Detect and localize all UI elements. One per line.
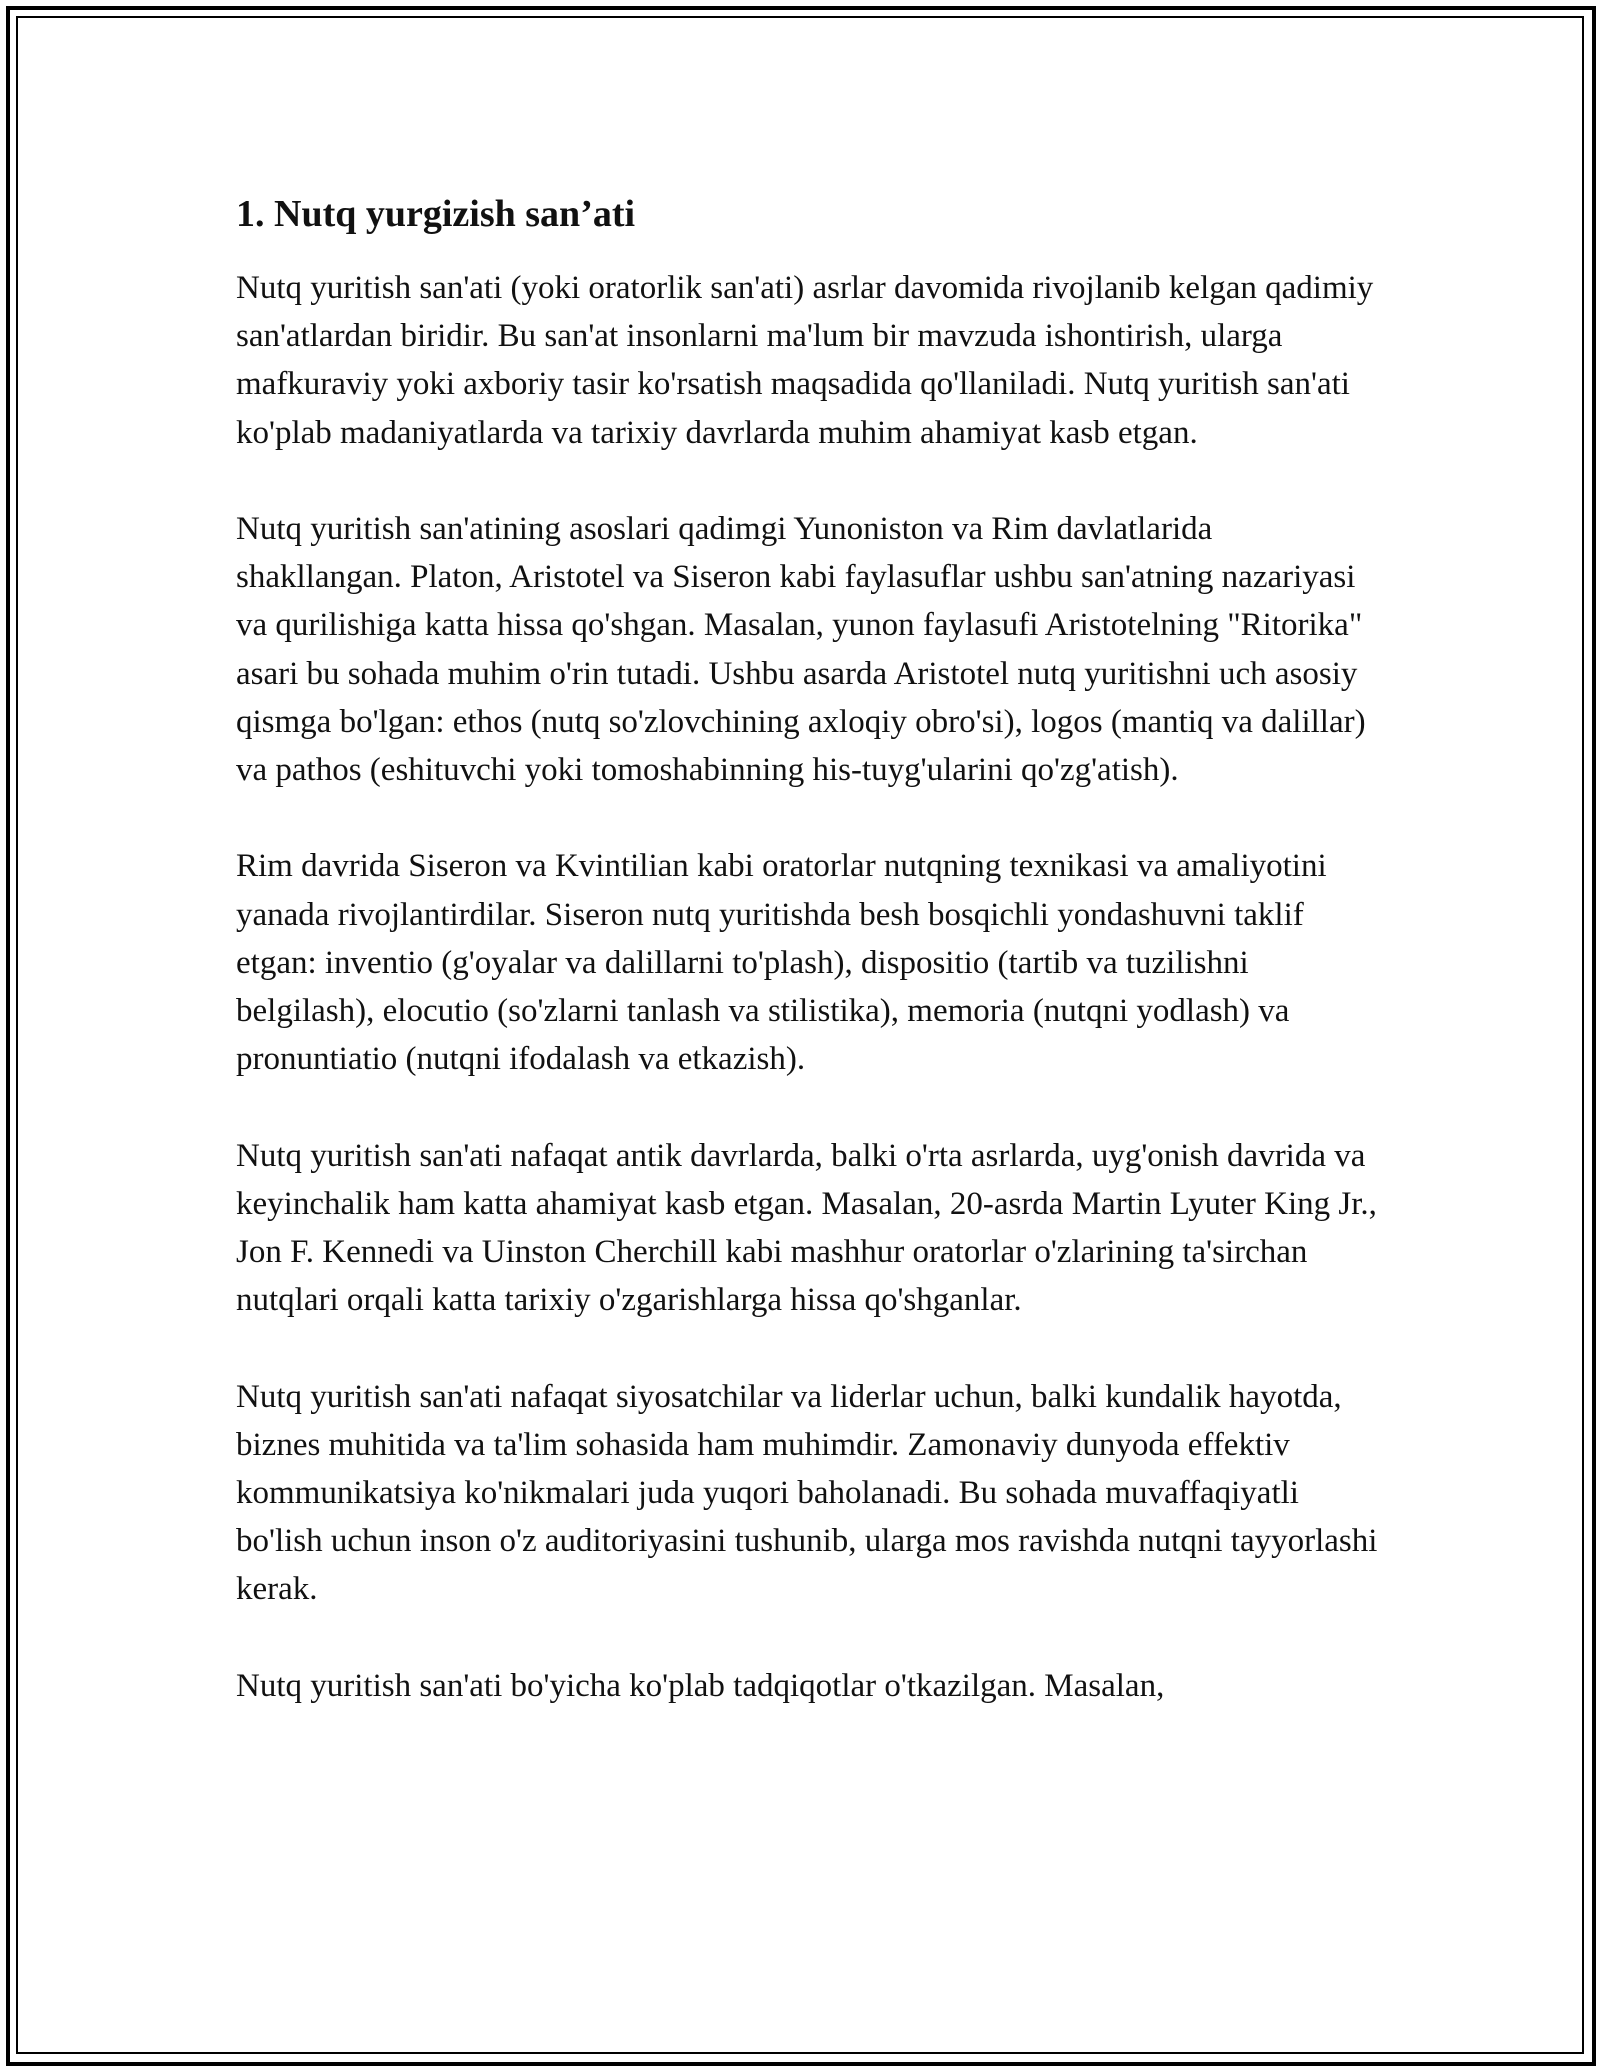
paragraph-1: Nutq yuritish san'ati (yoki oratorlik san'ati) asrlar davomida rivojlanib kelgan qadimiy san'atlardan biridir. Bu san'at insonlarni ma'lum bir mavzuda ishontirish, ularga mafkuraviy yoki axboriy tasir ko'rsatish maqsadida qo'llaniladi. Nutq yuritish san'ati ko'plab madaniyatlarda va tarixiy davrlarda muhim ahamiyat kasb etgan. (236, 270, 1374, 451)
document-body (236, 190, 1386, 1758)
paragraph-6: Nutq yuritish san'ati bo'yicha ko'plab tadqiqotlar o'tkazilgan. Masalan, (236, 1667, 1165, 1704)
section-heading: 1. Nutq yurgizish san’ati (236, 193, 636, 235)
paragraph-4: Nutq yuritish san'ati nafaqat antik davrlarda, balki o'rta asrlarda, uyg'onish davrida va keyinchalik ham katta ahamiyat kasb etgan. Masalan, 20-asrda Martin Lyuter King Jr., Jon F. Kennedi va Uinston Cherchill kabi mashhur oratorlar o'zlarining ta'sirchan nutqlari orqali katta tarixiy o'zgarishlarga hissa qo'shganlar. (236, 1137, 1377, 1319)
paragraph-5: Nutq yuritish san'ati nafaqat siyosatchilar va liderlar uchun, balki kundalik hayotda, biznes muhitida va ta'lim sohasida ham muhimdir. Zamonaviy dunyoda effektiv kommunikatsiya ko'nikmalari juda yuqori baholanadi. Bu sohada muvaffaqiyatli bo'lish uchun inson o'z auditoriyasini tushunib, ularga mos ravishda nutqni tayyorlashi kerak. (236, 1378, 1378, 1608)
paragraph-3: Rim davrida Siseron va Kvintilian kabi oratorlar nutqning texnikasi va amaliyotini yanada rivojlantirdilar. Siseron nutq yuritishda besh bosqichli yondashuvni taklif etgan: inventio (g'oyalar va dalillarni to'plash), dispositio (tartib va tuzilishni belgilash), elocutio (so'zlarni tanlash va stilistika), memoria (nutqni yodlash) va pronuntiatio (nutqni ifodalash va etkazish). (236, 848, 1327, 1078)
paragraph-2: Nutq yuritish san'atining asoslari qadimgi Yunoniston va Rim davlatlarida shakllangan. Platon, Aristotel va Siseron kabi faylasuflar ushbu san'atning nazariyasi va qurilishiga katta hissa qo'shgan. Masalan, yunon faylasufi Aristotelning "Ritorika" asari bu sohada muhim o'rin tutadi. Ushbu asarda Aristotel nutq yuritishni uch asosiy qismga bo'lgan: ethos (nutq so'zlovchining axloqiy obro'si), logos (mantiq va dalillar) va pathos (eshituvchi yoki tomoshabinning his-tuyg'ularini qo'zg'atish). (236, 511, 1366, 789)
